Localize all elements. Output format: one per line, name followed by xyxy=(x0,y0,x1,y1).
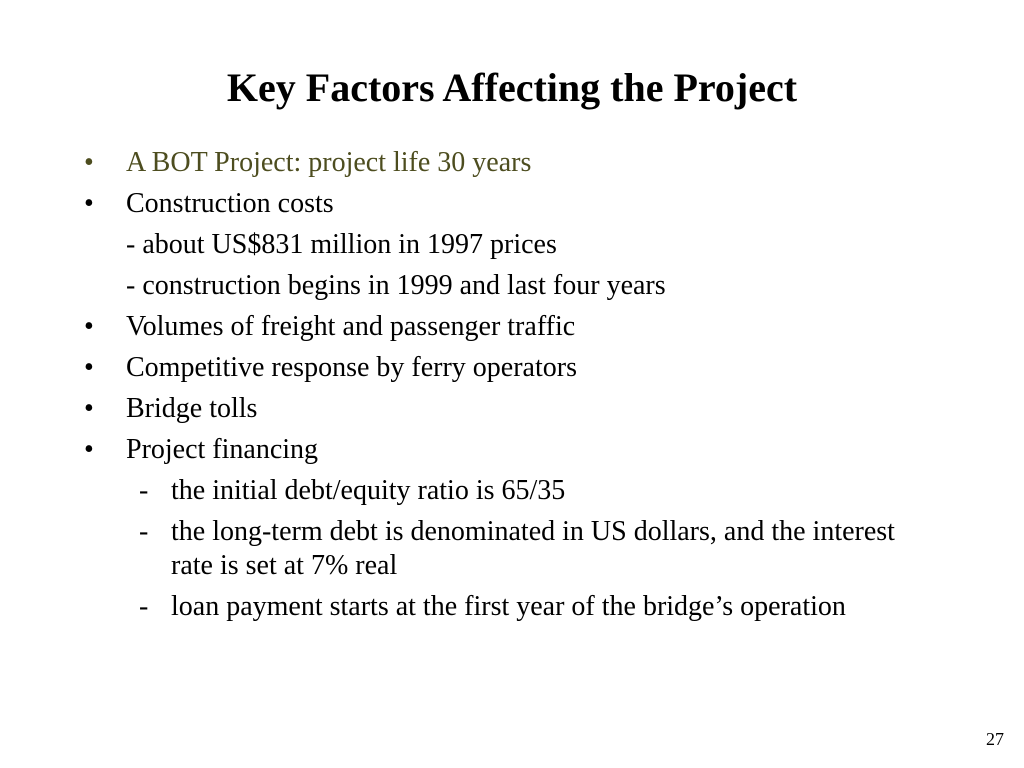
sub-item-construction-cost-amount xyxy=(84,228,964,262)
bullet-item-construction-costs xyxy=(84,187,964,221)
bullet-icon: • xyxy=(84,434,94,465)
dash-icon: - xyxy=(139,591,149,622)
bullet-text: Construction costs xyxy=(126,188,334,219)
sub-item-text: the long-term debt is denominated in US dollars, and the interest rate is set at 7% real xyxy=(171,516,895,581)
sub-item-text: - about US$831 million in 1997 prices xyxy=(126,229,557,260)
bullet-icon: • xyxy=(84,393,94,424)
sub-item-long-term-debt xyxy=(84,515,964,583)
bullet-text: Project financing xyxy=(126,434,319,465)
sub-item-construction-schedule xyxy=(84,269,964,303)
bullet-item-project-financing xyxy=(84,433,964,467)
bullet-text: Bridge tolls xyxy=(126,393,258,424)
sub-item-text: loan payment starts at the first year of the bridge’s operation xyxy=(171,591,846,622)
sub-item-text: - construction begins in 1999 and last four years xyxy=(126,270,666,301)
page-number: 27 xyxy=(986,729,1004,749)
bullet-item-bot-project xyxy=(84,146,964,180)
bullet-icon: • xyxy=(84,352,94,383)
bullet-item-traffic-volumes xyxy=(84,310,964,344)
slide-content xyxy=(84,146,964,631)
bullet-icon: • xyxy=(84,147,94,178)
bullet-text: Competitive response by ferry operators xyxy=(126,352,577,383)
dash-icon: - xyxy=(139,516,149,547)
bullet-icon: • xyxy=(84,188,94,219)
bullet-item-ferry-response xyxy=(84,351,964,385)
sub-item-debt-equity-ratio xyxy=(84,474,964,508)
bullet-text: A BOT Project: project life 30 years xyxy=(126,147,532,178)
sub-item-text: the initial debt/equity ratio is 65/35 xyxy=(171,475,566,506)
bullet-item-bridge-tolls xyxy=(84,392,964,426)
slide-title: Key Factors Affecting the Project xyxy=(226,65,798,110)
dash-icon: - xyxy=(139,475,149,506)
sub-item-loan-payment xyxy=(84,590,964,624)
bullet-text: Volumes of freight and passenger traffic xyxy=(126,311,576,342)
bullet-icon: • xyxy=(84,311,94,342)
